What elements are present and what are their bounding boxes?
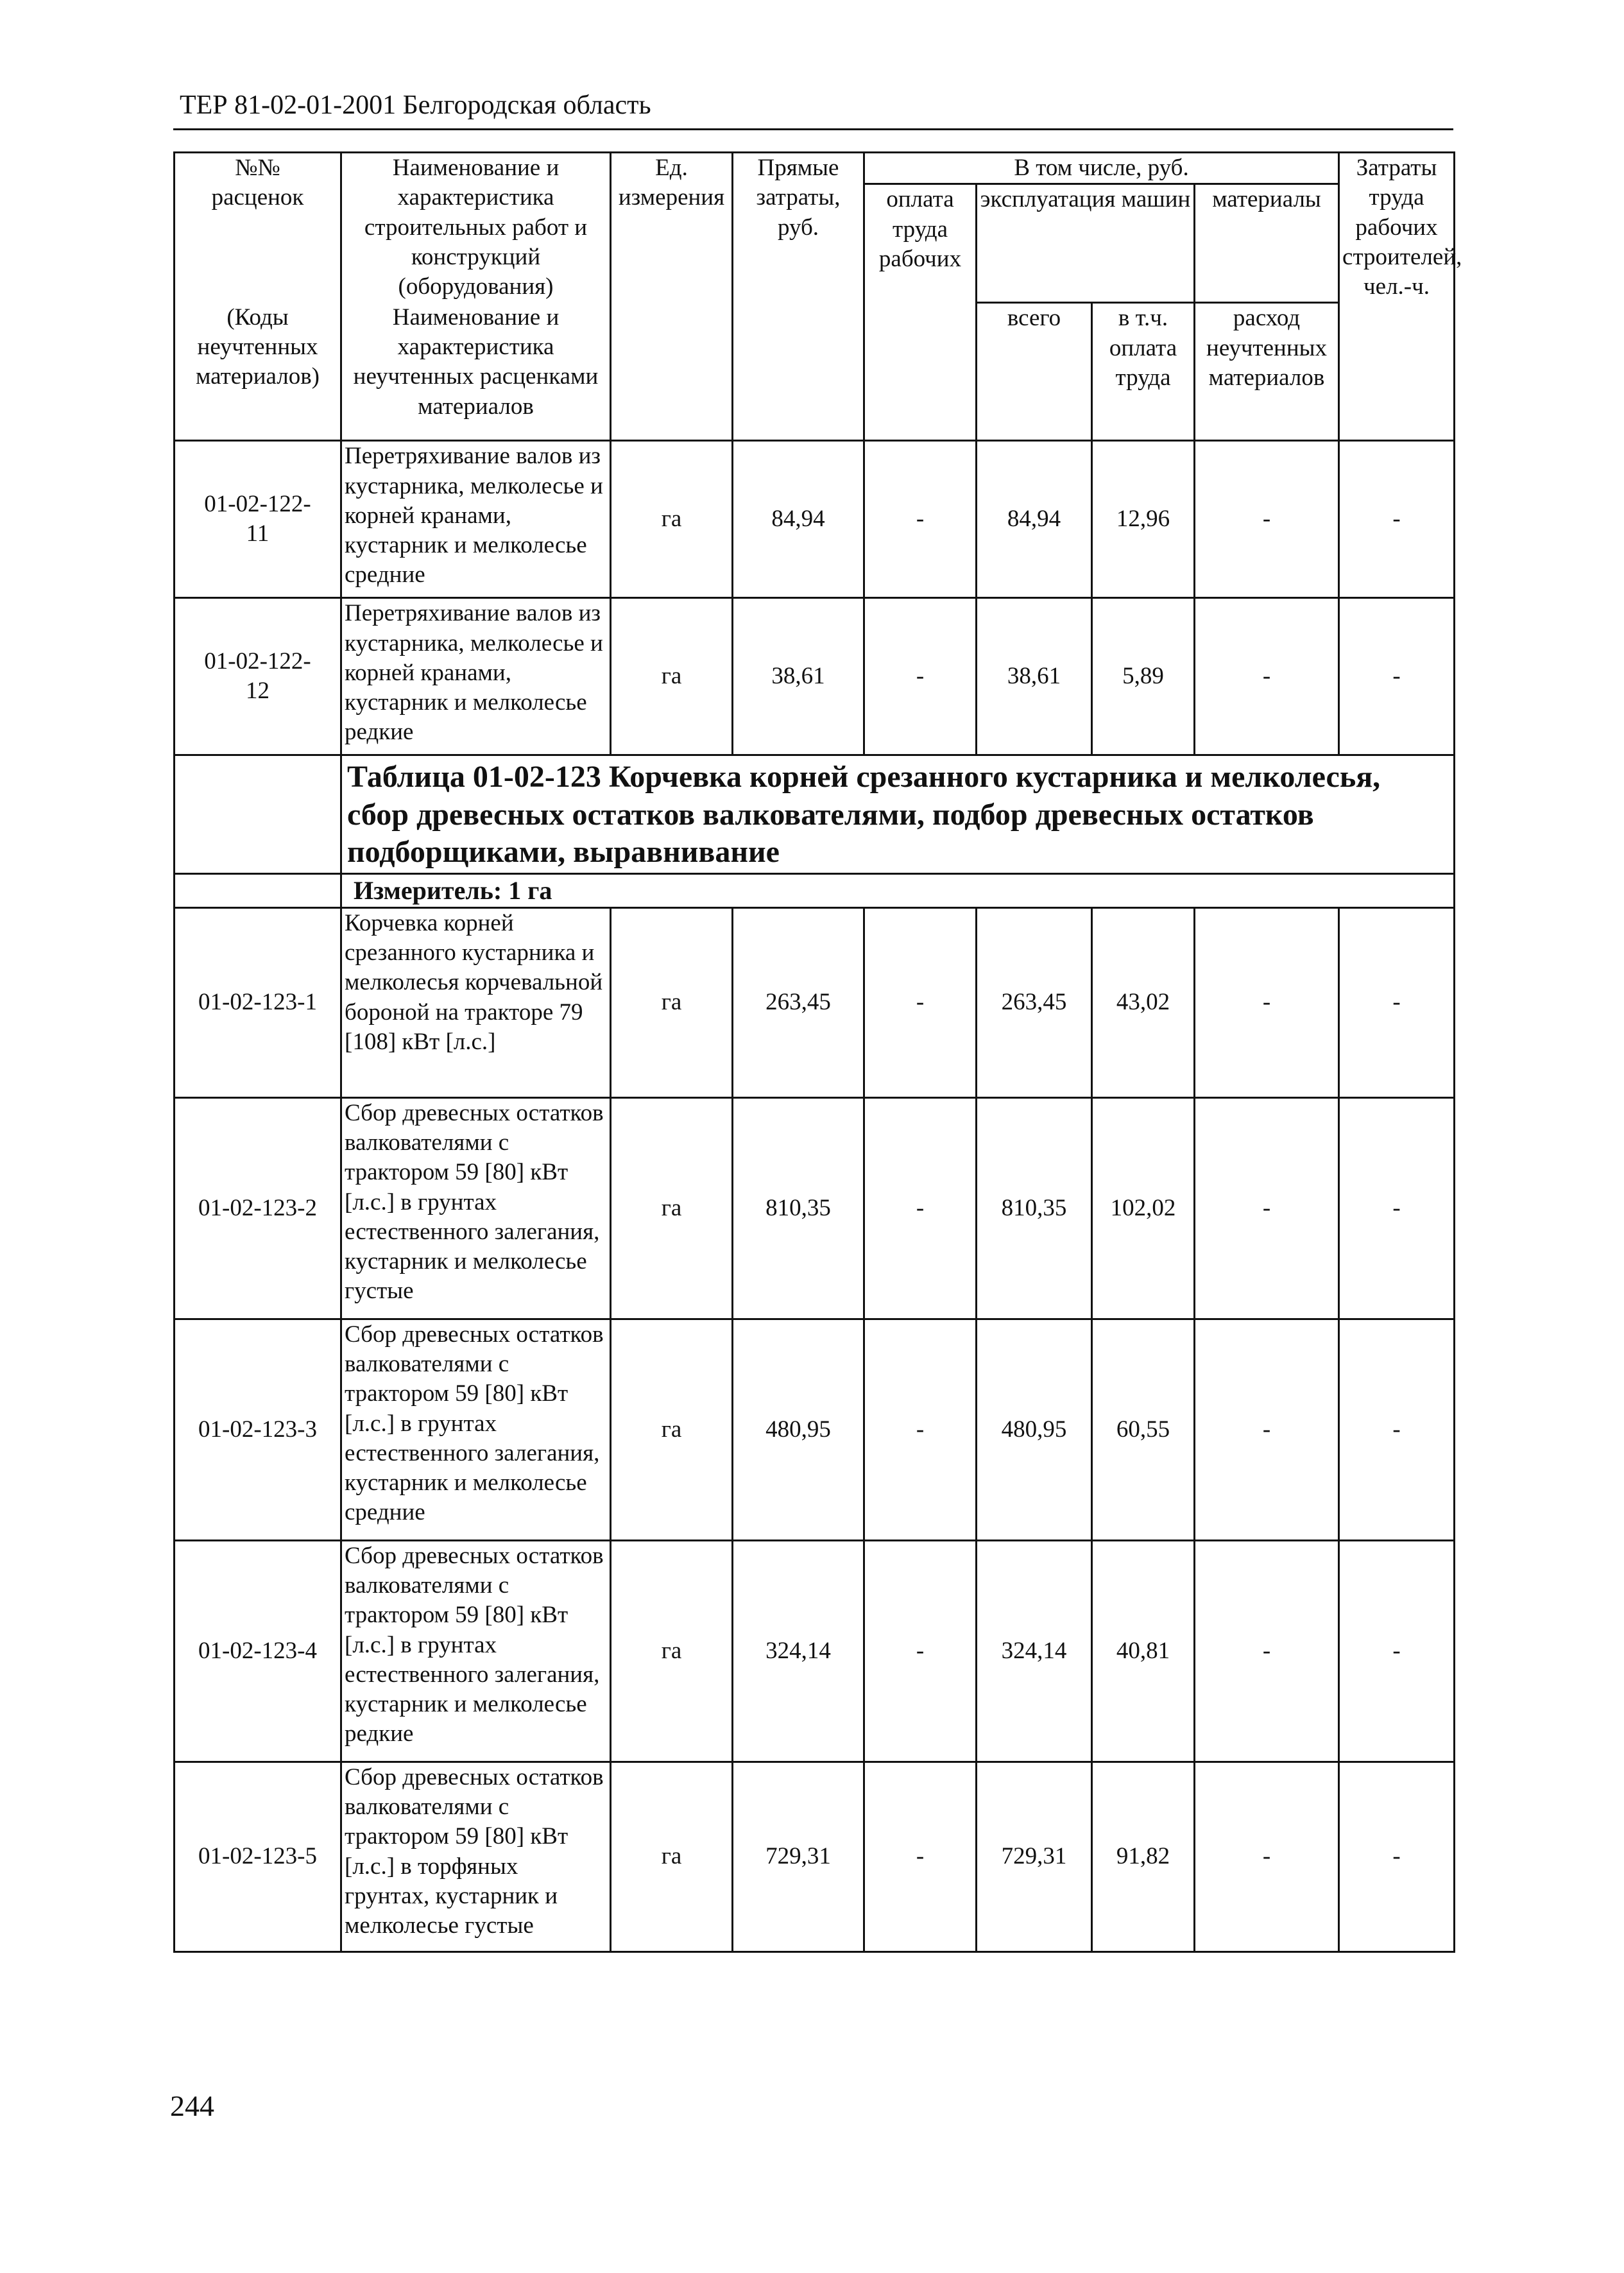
row-machines: 84,94 xyxy=(977,441,1092,598)
table-row xyxy=(175,1762,1455,1951)
row-materials: - xyxy=(1195,1540,1339,1762)
header-unaccounted-name: Наименование и характеристика неучтенных расценками материалов xyxy=(341,303,611,441)
row-wages: - xyxy=(864,441,977,598)
row-unit: га xyxy=(611,1319,733,1540)
row-machine-wages: 40,81 xyxy=(1092,1540,1195,1762)
document-title: ТЕР 81-02-01-2001 Белгородская область xyxy=(180,90,651,120)
row-wages: - xyxy=(864,598,977,755)
header-machines-total: всего xyxy=(977,303,1092,441)
row-code: 01-02-122- 12 xyxy=(175,598,341,755)
page-number: 244 xyxy=(170,2089,214,2122)
row-machines: 324,14 xyxy=(977,1540,1092,1762)
row-unit: га xyxy=(611,907,733,1097)
row-machine-wages: 60,55 xyxy=(1092,1319,1195,1540)
header-machines: эксплуатация машин xyxy=(977,184,1195,303)
row-unit: га xyxy=(611,598,733,755)
row-machine-wages: 12,96 xyxy=(1092,441,1195,598)
row-machine-wages: 43,02 xyxy=(1092,907,1195,1097)
measure-unit: Измеритель: 1 га xyxy=(341,873,1455,907)
row-name: Сбор древесных остатков валкователями с трактором 59 [80] кВт [л.с.] в грунтах естественного залегания, кустарник и мелколесье средние xyxy=(341,1319,611,1540)
measure-row xyxy=(175,873,1455,907)
row-unit: га xyxy=(611,1540,733,1762)
row-code: 01-02-122- 11 xyxy=(175,441,341,598)
row-machine-wages: 91,82 xyxy=(1092,1762,1195,1951)
header-unaccounted-codes: (Коды неучтенных материалов) xyxy=(175,303,341,441)
section-title-row xyxy=(175,755,1455,874)
row-materials: - xyxy=(1195,1762,1339,1951)
row-machines: 38,61 xyxy=(977,598,1092,755)
row-materials: - xyxy=(1195,907,1339,1097)
row-machine-wages: 5,89 xyxy=(1092,598,1195,755)
row-wages: - xyxy=(864,1097,977,1319)
row-labor: - xyxy=(1339,1097,1455,1319)
row-labor: - xyxy=(1339,1319,1455,1540)
rates-table xyxy=(173,151,1462,1953)
row-materials: - xyxy=(1195,1319,1339,1540)
row-code: 01-02-123-2 xyxy=(175,1097,341,1319)
row-name: Перетряхивание валов из кустарника, мелколесье и корней кранами, кустарник и мелколесье редкие xyxy=(341,598,611,755)
header-wages: оплата труда рабочих xyxy=(864,184,977,441)
header-direct-costs: Прямые затраты, руб. xyxy=(733,153,864,441)
header-unit: Ед. измерения xyxy=(611,153,733,441)
header-unaccounted-use: расход неучтенных материалов xyxy=(1195,303,1339,441)
row-materials: - xyxy=(1195,1097,1339,1319)
table-row xyxy=(175,598,1455,755)
header-machines-wages: в т.ч. оплата труда xyxy=(1092,303,1195,441)
row-unit: га xyxy=(611,441,733,598)
row-name: Сбор древесных остатков валкователями с трактором 59 [80] кВт [л.с.] в торфяных грунтах, кустарник и мелколесье густые xyxy=(341,1762,611,1951)
row-code: 01-02-123-1 xyxy=(175,907,341,1097)
table-row xyxy=(175,1319,1455,1540)
row-code: 01-02-123-5 xyxy=(175,1762,341,1951)
row-code: 01-02-123-4 xyxy=(175,1540,341,1762)
row-machine-wages: 102,02 xyxy=(1092,1097,1195,1319)
row-direct: 810,35 xyxy=(733,1097,864,1319)
row-machines: 729,31 xyxy=(977,1762,1092,1951)
row-direct: 729,31 xyxy=(733,1762,864,1951)
row-unit: га xyxy=(611,1097,733,1319)
row-direct: 480,95 xyxy=(733,1319,864,1540)
section-title: Таблица 01-02-123 Корчевка корней срезанного кустарника и мелколесья, сбор древесных остатков валкователями, подбор древесных остатков подборщиками, выравнивание xyxy=(341,755,1455,874)
row-wages: - xyxy=(864,907,977,1097)
row-machines: 480,95 xyxy=(977,1319,1092,1540)
row-machines: 263,45 xyxy=(977,907,1092,1097)
header-including: В том числе, руб. xyxy=(864,153,1339,184)
table-row xyxy=(175,1540,1455,1762)
row-name: Перетряхивание валов из кустарника, мелколесье и корней кранами, кустарник и мелколесье средние xyxy=(341,441,611,598)
row-materials: - xyxy=(1195,598,1339,755)
row-labor: - xyxy=(1339,1762,1455,1951)
row-direct: 263,45 xyxy=(733,907,864,1097)
title-rule xyxy=(173,128,1453,130)
header-labor-costs: Затраты труда рабочих строителей, чел.-ч. xyxy=(1339,153,1455,441)
header-code: №№ расценок xyxy=(175,153,341,303)
row-code: 01-02-123-3 xyxy=(175,1319,341,1540)
row-name: Сбор древесных остатков валкователями с трактором 59 [80] кВт [л.с.] в грунтах естественного залегания, кустарник и мелколесье редкие xyxy=(341,1540,611,1762)
row-name: Сбор древесных остатков валкователями с трактором 59 [80] кВт [л.с.] в грунтах естественного залегания, кустарник и мелколесье густые xyxy=(341,1097,611,1319)
table-row xyxy=(175,907,1455,1097)
header-name: Наименование и характеристика строительных работ и конструкций (оборудования) xyxy=(341,153,611,303)
row-unit: га xyxy=(611,1762,733,1951)
row-wages: - xyxy=(864,1540,977,1762)
table-row xyxy=(175,441,1455,598)
header-materials: материалы xyxy=(1195,184,1339,303)
row-name: Корчевка корней срезанного кустарника и мелколесья корчевальной бороной на тракторе 79 [108] кВт [л.с.] xyxy=(341,907,611,1097)
row-direct: 38,61 xyxy=(733,598,864,755)
row-direct: 84,94 xyxy=(733,441,864,598)
row-direct: 324,14 xyxy=(733,1540,864,1762)
table-row xyxy=(175,1097,1455,1319)
row-wages: - xyxy=(864,1762,977,1951)
row-labor: - xyxy=(1339,598,1455,755)
row-materials: - xyxy=(1195,441,1339,598)
row-labor: - xyxy=(1339,1540,1455,1762)
row-machines: 810,35 xyxy=(977,1097,1092,1319)
row-wages: - xyxy=(864,1319,977,1540)
row-labor: - xyxy=(1339,441,1455,598)
row-labor: - xyxy=(1339,907,1455,1097)
